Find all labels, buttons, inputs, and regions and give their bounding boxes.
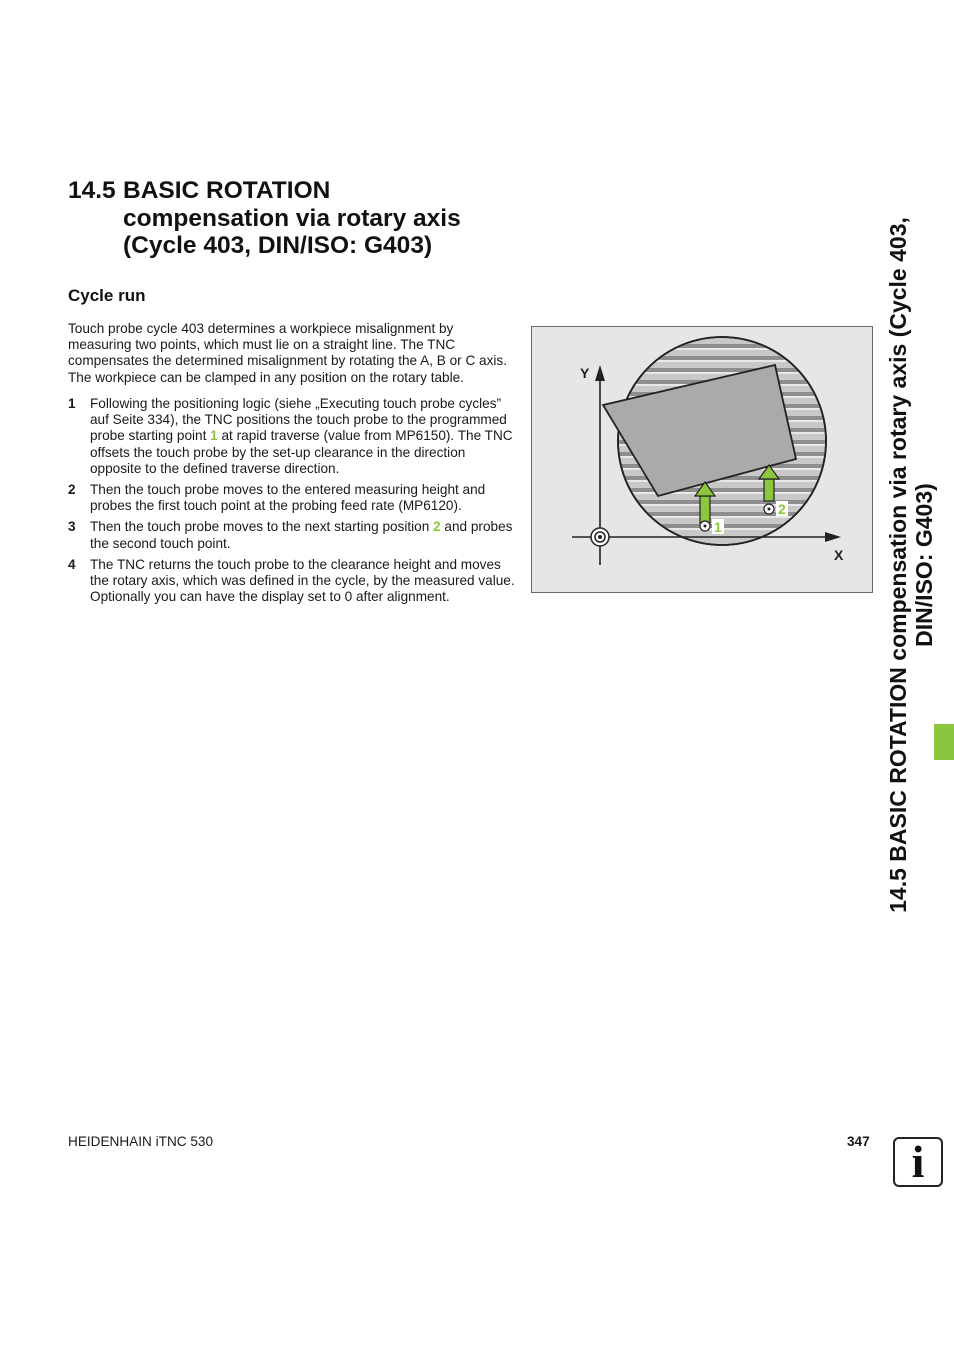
steps-list [68,396,516,610]
page-number: 347 [847,1134,870,1149]
point-label-1: 1 [714,519,722,535]
step-4 [68,557,516,606]
side-title-line-1: 14.5 BASIC ROTATION compensation via rotary axis (Cycle 403, [885,217,911,913]
step-3 [68,519,516,551]
x-axis-label: X [834,547,844,563]
point-label-2: 2 [778,501,786,517]
section-heading [68,177,461,260]
step-number: 4 [68,556,76,572]
step-highlight: 2 [433,519,441,535]
step-1 [68,396,516,477]
info-icon-glyph: i [911,1136,925,1187]
heading-line-3: (Cycle 403, DIN/ISO: G403) [123,232,433,259]
step-text: Then the touch probe moves to the next starting position [90,519,434,535]
subheading-cycle-run: Cycle run [68,286,146,305]
step-2 [68,482,516,514]
x-axis-arrow [825,532,841,542]
y-axis-arrow [595,365,605,381]
y-axis-label: Y [580,365,590,381]
info-icon [893,1137,943,1187]
section-number: 14.5 [68,177,116,204]
step-text: Following the positioning logic (siehe „Executing touch probe cycles” auf Seite 334), the TNC positions the touch probe to the programmed probe starting point [90,396,507,444]
step-number: 2 [68,482,76,498]
side-title-line-2: DIN/ISO: G403) [911,483,937,647]
step-highlight: 1 [210,428,218,444]
step-number: 3 [68,519,76,535]
side-running-title [885,217,937,913]
heading-line-2: compensation via rotary axis [123,204,461,232]
figure-drawing [532,327,872,592]
step-text: Then the touch probe moves to the entered measuring height and probes the first touch point at the probing feed rate (MP6120). [90,482,486,514]
heading-line-1: BASIC ROTATION [123,177,331,204]
step-text-after: and probes the second touch point. [90,519,513,551]
footer-manual-name: HEIDENHAIN iTNC 530 [68,1134,214,1149]
step-number: 1 [68,396,76,411]
rotary-table-figure [531,326,873,593]
step-text: The TNC returns the touch probe to the clearance height and moves the rotary axis, which was defined in the cycle, by the measured value. Optionally you can have the display set to 0 after alignment. [90,556,515,605]
intro-paragraph: Touch probe cycle 403 determines a workpiece misalignment by measuring two points, which must lie on a straight line. The TNC compensates the determined misalignment by rotating the A, B or C axis. The workpiece can be clamped in any position on the rotary table. [68,321,507,385]
step-text-after: at rapid traverse (value from MP6150). The TNC offsets the touch probe by the set-up clearance in the direction opposite to the defined traverse direction. [90,428,513,476]
